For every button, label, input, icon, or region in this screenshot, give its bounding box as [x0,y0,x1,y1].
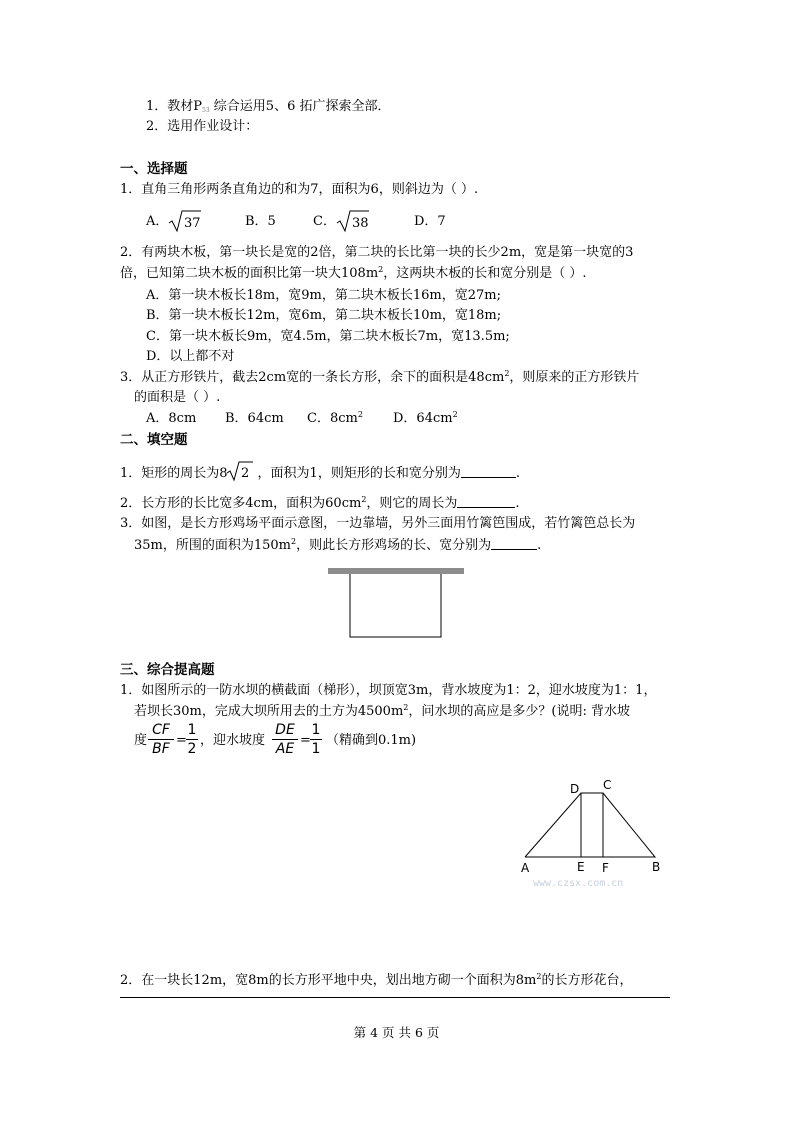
label-a: A [521,861,530,875]
choice-q1-option-a: A． [146,214,169,229]
choice-q2-option-b: B．第一块木板长12m，宽6m，第二块木板长10m，宽18m; [146,308,502,323]
label-d: D [570,782,580,796]
fence-shape [350,574,441,637]
answer-blank[interactable] [491,537,537,550]
choice-q2-option-d: D．以上都不对 [146,349,235,364]
section-heading-choice: 一、选择题 [120,161,188,177]
section-heading-fill: 二、填空题 [120,432,188,448]
intro-line-1: 1．教材$P_{53}$ 综合运用5、6 拓广探索全部． [146,99,391,114]
answer-blank[interactable] [457,495,515,508]
choice-q3-option-b: B．64cm [225,411,284,426]
comp-q1-line-3-end: （精确到0.1m) [326,733,417,748]
choice-q2-line-1: 2．有两块木板，第一块长是宽的2倍，第二块的长比第一块的长少2m，宽是第一块宽的3 [120,245,634,260]
comp-q1-line-1: 1．如图所示的一防水坝的横截面（梯形），坝顶宽3m，背水坡度为1：2，迎水坡度为1：1， [120,683,657,698]
fraction-cf-bf: CF BF [148,722,174,757]
radicand-37: 37 [184,216,201,231]
comp-q2-line-1: 2．在一块长12m，宽8m的长方形平地中央，划出地方砌一个面积为$8m^2$的长方形花台， [120,972,633,988]
label-f: F [602,861,609,875]
equals-sign: = [176,733,187,748]
choice-q1-text: 1．直角三角形两条直角边的和为7，面积为6，则斜边为（ ）. [120,182,479,197]
section-heading-comprehensive: 三、综合提高题 [120,662,215,678]
sqrt-38-icon [336,208,370,234]
choice-q3-line-2: 的面积是（ ）. [134,390,221,405]
intro-line-2: 2．选用作业设计： [146,119,259,134]
choice-q3-option-d: D．$64cm^2$ [393,410,458,426]
fill-q1: 1．矩形的周长为8 ，面积为1，则矩形的长和宽分别为 . [120,466,520,481]
choice-q2-option-c: C．第一块木板长9m，宽4.5m，第二块木板长7m，宽13.5m; [146,329,510,344]
choice-q2-option-a: A．第一块木板长18m，宽9m，第二块木板长16m，宽27m; [146,288,501,303]
radicand-38: 38 [352,216,369,231]
label-e: E [577,860,585,874]
answer-blank[interactable] [461,465,516,478]
coop-diagram [325,565,470,645]
choice-q1-option-b: B．5 [245,214,276,229]
choice-q1-option-c: C． [313,214,336,229]
label-c: C [603,778,612,792]
trapezoid-shape [525,793,655,857]
choice-q3-line-1: 3．从正方形铁片，截去2cm宽的一条长方形，余下的面积是$48cm^2$，则原来的正方形铁片 [120,369,640,385]
radicand-2: 2 [241,466,250,481]
comp-q1-line-2: 若坝长30m，完成大坝所用去的土方为$4500m^2$，问水坝的高应是多少？(说明: 背水坡 [134,703,630,719]
fraction-1-2: 1 2 [187,722,197,757]
fraction-de-ae: DE AE [272,722,298,757]
label-b: B [652,860,661,874]
choice-q3-option-c: C．$8cm^2$ [307,410,363,426]
equals-sign: = [300,733,311,748]
page-footer: 第 4 页 共 6 页 [353,1025,440,1040]
choice-q2-line-2: 倍，已知第二块木板的面积比第一块大$108m^2$，这两块木板的长和宽分别是（ ）. [120,265,587,281]
sqrt-2-icon [226,459,254,483]
fraction-1-1: 1 1 [311,722,321,757]
fill-q2: 2．长方形的长比宽多4cm，面积为$60cm^2$，则它的周长为 . [120,495,520,511]
fill-q3-line-2: 35m，所围的面积为$150m^2$，则此长方形鸡场的长、宽分别为 . [134,537,542,553]
watermark-text: www.czsx.com.cn [533,878,624,889]
footer-divider [120,997,670,998]
wall-shape [328,568,464,574]
dam-diagram [515,775,675,890]
choice-q1-option-d: D．7 [414,214,446,229]
choice-q3-option-a: A．8cm [146,411,197,426]
comp-q1-line-3-start: 度 [134,733,148,748]
comp-q1-line-3-mid: ，迎水坡度 [200,733,266,748]
fill-q3-line-1: 3．如图，是长方形鸡场平面示意图，一边靠墙，另外三面用竹篱笆围成，若竹篱笆总长为 [120,516,636,531]
sqrt-37-icon [168,208,202,234]
